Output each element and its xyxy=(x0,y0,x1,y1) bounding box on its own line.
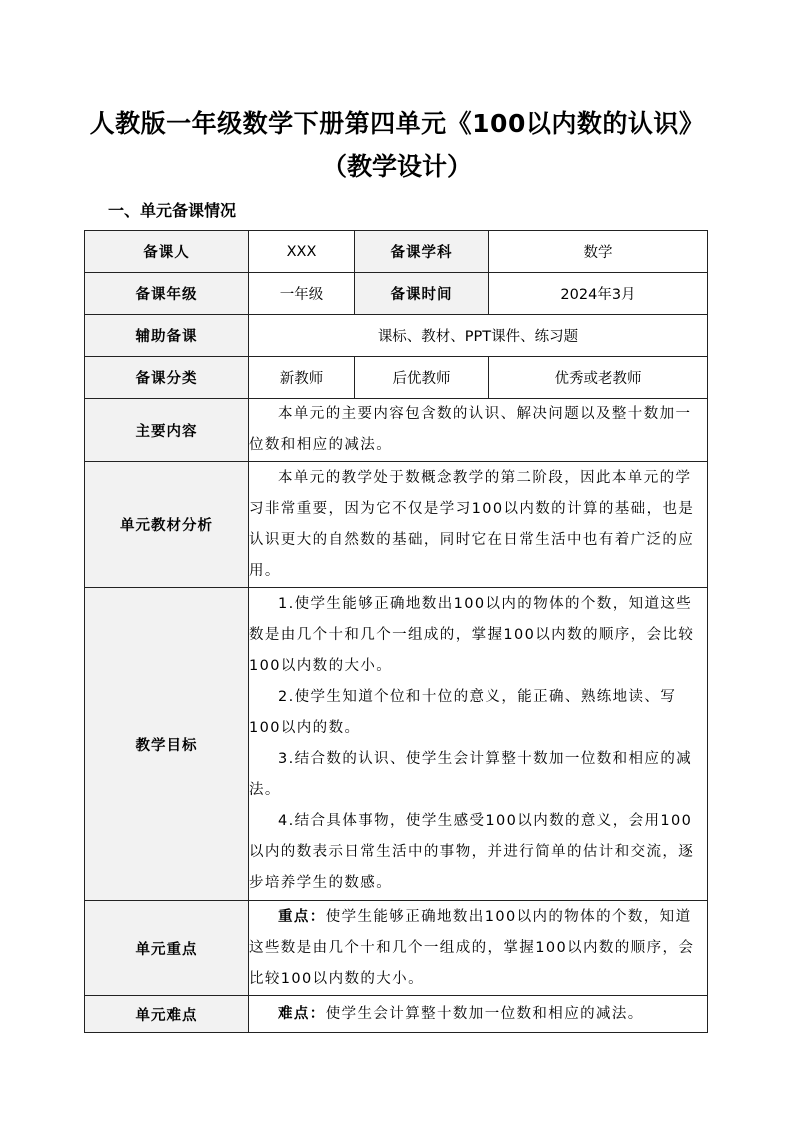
table-row xyxy=(85,231,708,273)
value-time: 2024年3月 xyxy=(489,273,708,315)
label-time: 备课时间 xyxy=(355,273,489,315)
value-preparer: XXX xyxy=(249,231,355,273)
goal-item: 3.结合数的认识、使学生会计算整十数加一位数和相应的减法。 xyxy=(249,751,693,798)
category-new-teacher: 新教师 xyxy=(249,357,355,399)
label-main-content: 主要内容 xyxy=(85,399,249,462)
table-row xyxy=(85,462,708,588)
table-row xyxy=(85,588,708,901)
label-material-analysis: 单元教材分析 xyxy=(85,462,249,588)
table-row xyxy=(85,357,708,399)
label-difficulties: 单元难点 xyxy=(85,996,249,1033)
label-grade: 备课年级 xyxy=(85,273,249,315)
section-heading: 一、单元备课情况 xyxy=(108,201,237,220)
lesson-prep-table xyxy=(84,230,708,1033)
table-row xyxy=(85,996,708,1033)
value-subject: 数学 xyxy=(489,231,708,273)
label-aux-prep: 辅助备课 xyxy=(85,315,249,357)
key-points-paragraph xyxy=(249,902,707,995)
goal-item: 4.结合具体事物，使学生感受100以内数的意义，会用100以内的数表示日常生活中的事物，并进行简单的估计和交流，逐步培养学生的数感。 xyxy=(249,813,695,891)
difficulties-cell xyxy=(249,996,708,1033)
goal-item: 1.使学生能够正确地数出100以内的物体的个数，知道这些数是由几个十和几个一组成的，掌握100以内数的顺序，会比较100以内数的大小。 xyxy=(249,596,695,674)
document-title: 人教版一年级数学下册第四单元《100以内数的认识》 xyxy=(89,109,705,138)
difficulties-paragraph xyxy=(249,999,707,1030)
key-points-prefix: 重点： xyxy=(278,908,326,925)
difficulties-text: 使学生会计算整十数加一位数和相应的减法。 xyxy=(325,1005,644,1022)
main-content-cell xyxy=(249,399,708,462)
label-preparer: 备课人 xyxy=(85,231,249,273)
main-content-text: 本单元的主要内容包含数的认识、解决问题以及整十数加一位数和相应的减法。 xyxy=(249,406,692,453)
teaching-goals-cell xyxy=(249,588,708,901)
label-teaching-goals: 教学目标 xyxy=(85,588,249,901)
table-row xyxy=(85,315,708,357)
material-analysis-text: 本单元的教学处于数概念教学的第二阶段，因此本单元的学习非常重要，因为它不仅是学习100以内数的计算的基础，也是认识更大的自然数的基础，同时它在日常生活中也有着广泛的应用。 xyxy=(249,469,695,579)
value-aux-prep: 课标、教材、PPT课件、练习题 xyxy=(249,315,708,357)
document-subtitle: （教学设计） xyxy=(321,152,472,181)
table-row xyxy=(85,273,708,315)
label-subject: 备课学科 xyxy=(355,231,489,273)
key-points-cell xyxy=(249,901,708,996)
category-senior-teacher: 优秀或老教师 xyxy=(489,357,708,399)
value-grade: 一年级 xyxy=(249,273,355,315)
material-analysis-cell xyxy=(249,462,708,588)
category-improving-teacher: 后优教师 xyxy=(355,357,489,399)
difficulties-prefix: 难点： xyxy=(278,1005,326,1022)
goal-item: 2.使学生知道个位和十位的意义，能正确、熟练地读、写100以内的数。 xyxy=(249,689,677,736)
label-category: 备课分类 xyxy=(85,357,249,399)
key-points-text: 使学生能够正确地数出100以内的物体的个数，知道这些数是由几个十和几个一组成的，掌握100以内数的顺序，会比较100以内数的大小。 xyxy=(249,908,695,987)
table-row xyxy=(85,901,708,996)
label-key-points: 单元重点 xyxy=(85,901,249,996)
table-row xyxy=(85,399,708,462)
